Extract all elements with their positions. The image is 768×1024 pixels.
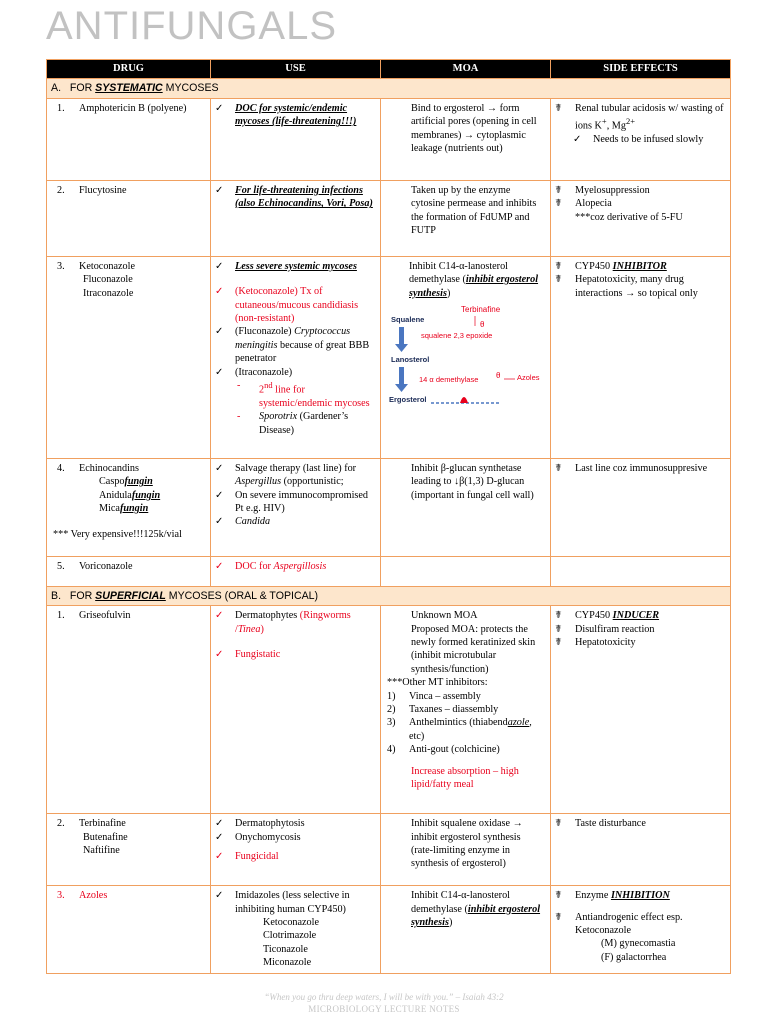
side-effect-text [575, 260, 726, 273]
use-part: because of great BBB penetrator [235, 339, 370, 365]
check-icon: ✓ [215, 831, 224, 843]
drug-name [51, 489, 206, 502]
moa-cell [381, 556, 551, 586]
side-effects-cell [551, 98, 731, 180]
use-part: (opportunistic; [281, 476, 344, 488]
drug-part: fungin [119, 503, 149, 515]
use-part: (Fluconazole) [235, 326, 295, 338]
use-text: Candida [235, 516, 271, 528]
check-icon: ✓ [215, 851, 224, 863]
side-effect-note: ***coz derivative of 5-FU [575, 211, 683, 223]
diagram-pore-shape [460, 397, 468, 403]
drug-name: Voriconazole [79, 560, 133, 572]
use-part: (Ringworms / [235, 610, 351, 635]
use-text: Imidazoles (less selective in inhibiting human CYP450) [235, 890, 350, 915]
diagram-demethylase-label: 14 α demethylase [419, 375, 479, 385]
drug-cell [47, 180, 211, 256]
side-effect-part: CYP450 [575, 610, 613, 622]
section-b-post: MYCOSES (ORAL & TOPICAL) [165, 589, 319, 602]
use-part: Aspergillus [235, 476, 282, 488]
diagram-azoles-label: Azoles [517, 373, 540, 383]
check-icon: ✓ [215, 489, 224, 501]
moa-cell [381, 606, 551, 814]
use-subitem: Ketoconazole [263, 917, 320, 929]
row-number: 4. [57, 462, 65, 474]
person-icon: ☤ [555, 184, 562, 196]
moa-part: ) [448, 917, 453, 929]
list-item: Anti-gout (colchicine) [409, 744, 500, 756]
row-number: 3. [57, 890, 65, 902]
side-effect-text: Hepatotoxicity, many drug interactions → so topical only [575, 274, 698, 299]
moa-text: Taken up by the enzyme cytosine permease and inhibits the formation of FdUMP and FUTP [411, 184, 537, 237]
diagram-arrow-2 [399, 367, 404, 385]
use-part: Cryptococcus meningitis [235, 326, 351, 351]
list-item: Taxanes – diassembly [409, 704, 499, 716]
drug-cell [47, 256, 211, 458]
side-effects-cell [551, 256, 731, 458]
drug-name: Griseofulvin [79, 610, 131, 622]
moa-part: ) [446, 287, 451, 299]
side-effects-cell [551, 556, 731, 586]
ergosterol-pathway-diagram [387, 304, 549, 412]
side-effect-text: Last line coz immunosuppresive [575, 462, 708, 474]
side-effect-part: INDUCER [612, 610, 660, 622]
section-a-row [47, 79, 731, 98]
diagram-terbinafine-label: Terbinafine [461, 305, 501, 315]
superscript: 2+ [625, 116, 635, 127]
use-subitem: Ticonazole [263, 943, 308, 955]
use-text: Onychomycosis [235, 831, 301, 843]
moa-text [385, 889, 546, 929]
diagram-theta-2: θ [496, 371, 501, 381]
moa-text [387, 260, 546, 300]
list-number: 1) [387, 690, 396, 702]
use-text: (Ketoconazole) Tx of cutaneous/mucous candidiasis (non-resistant) [235, 286, 359, 325]
superscript: nd [264, 380, 273, 391]
drug-cell [47, 606, 211, 814]
list-item: Vinca – assembly [409, 690, 481, 702]
use-cell [211, 606, 381, 814]
header-drug: DRUG [47, 60, 211, 79]
drug-part: Mica [99, 503, 120, 515]
diagram-arrowhead-1 [395, 344, 408, 352]
drug-name: Itraconazole [83, 287, 134, 299]
moa-cell [381, 886, 551, 974]
moa-cell [381, 458, 551, 556]
diagram-theta-1: θ [480, 320, 485, 330]
list-item [409, 716, 546, 743]
diagram-ergosterol-label: Ergosterol [389, 395, 427, 405]
moa-cell [381, 256, 551, 458]
section-b-letter: B. [51, 589, 62, 602]
use-cell [211, 458, 381, 556]
header-row [47, 60, 731, 79]
table-row [47, 458, 731, 556]
use-part: ) [260, 623, 264, 635]
drug-cell [47, 458, 211, 556]
check-icon: ✓ [215, 102, 224, 114]
list-part: , etc) [409, 717, 532, 742]
list-number: 2) [387, 704, 396, 716]
person-icon: ☤ [555, 637, 562, 649]
side-effect-part: INHIBITION [610, 890, 670, 902]
check-icon: ✓ [215, 184, 224, 196]
moa-text: Increase absorption – high lipid/fatty meal [411, 765, 519, 791]
section-a-letter: A. [51, 82, 62, 95]
person-icon: ☤ [555, 911, 562, 923]
check-icon: ✓ [215, 260, 224, 272]
list-part: azole [507, 717, 530, 729]
drug-name: Terbinafine [79, 818, 126, 830]
moa-part: inhibit ergosterol synthesis [411, 903, 541, 929]
drug-name [51, 502, 206, 515]
footer-notes: MICROBIOLOGY LECTURE NOTES [308, 1004, 460, 1014]
use-part: line for systemic/endemic mycoses [259, 384, 370, 409]
use-part: Sporotrix [259, 411, 298, 423]
drug-cell [47, 886, 211, 974]
side-effects-cell [551, 886, 731, 974]
drug-name: Butenafine [83, 831, 128, 843]
use-part: Salvage therapy (last line) for [235, 462, 357, 474]
moa-text: Inhibit β-glucan synthetase leading to ↓β(1,3) D-glucan (important in fungal cell wall) [411, 462, 534, 501]
drug-name: Fluconazole [83, 274, 133, 286]
drug-part: fungin [131, 489, 161, 501]
check-icon: ✓ [215, 326, 224, 338]
use-part: DOC for [235, 560, 274, 572]
moa-text: Unknown MOA [411, 610, 478, 622]
side-effect-part: CYP450 [575, 260, 613, 272]
diagram-arrowhead-2 [395, 384, 408, 392]
side-effect-text: Disulfiram reaction [575, 623, 655, 635]
table-row [47, 98, 731, 180]
use-subitem: Clotrimazole [263, 930, 317, 942]
person-icon: ☤ [555, 462, 562, 474]
superscript: + [601, 116, 607, 127]
drug-name: Naftifine [83, 845, 120, 857]
use-text: DOC for systemic/endemic mycoses (life-threatening!!!) [235, 102, 357, 128]
use-text [235, 325, 376, 365]
person-icon: ☤ [555, 274, 562, 286]
use-subitem: Miconazole [263, 957, 312, 969]
table-row [47, 556, 731, 586]
person-icon: ☤ [555, 890, 562, 902]
person-icon: ☤ [555, 610, 562, 622]
drug-name: Ketoconazole [79, 260, 136, 272]
use-part: 2 [259, 384, 265, 396]
moa-text: Bind to ergosterol → form artificial pores (opening in cell membranes) → cytoplasmic leakage (nutrients out) [411, 102, 537, 155]
use-text: (Itraconazole) [235, 366, 293, 378]
use-text: Less severe systemic mycoses [235, 260, 357, 272]
check-icon: ✓ [215, 890, 224, 902]
drug-name: Amphotericin B (polyene) [79, 102, 187, 114]
row-number: 3. [57, 260, 65, 272]
diagram-arrow-1 [399, 327, 404, 345]
use-text: For life-threatening infections (also Echinocandins, Vori, Posa) [235, 184, 373, 210]
check-icon: ✓ [215, 560, 224, 572]
drug-part: Anidula [99, 489, 132, 501]
section-b-emphasis: SUPERFICIAL [95, 589, 166, 602]
use-cell [211, 180, 381, 256]
drug-name: Flucytosine [79, 184, 127, 196]
use-cell: ✓ Less severe systemic mycoses ✓ (Ketoconazole) Tx of cutaneous/mucous candidiasis (non-resistant) ✓ (Fluconazole) Cryptococcus meningitis because of great BBB penetrator ✓ (Itraconazole) - 2nd line for systemic/endemic mycoses - Sporotrix (Gardener’s Disease) [211, 256, 381, 458]
drug-note: *** Very expensive!!!125k/vial [53, 529, 182, 541]
header-side-effects: SIDE EFFECTS [551, 60, 731, 79]
person-icon: ☤ [555, 102, 562, 114]
side-effect-subitem: (M) gynecomastia [601, 938, 676, 950]
moa-text: ***Other MT inhibitors: [387, 677, 488, 689]
diagram-epoxide-label: squalene 2,3 epoxide [421, 331, 493, 341]
side-effects-cell [551, 458, 731, 556]
use-cell [211, 556, 381, 586]
list-number: 4) [387, 744, 396, 756]
section-b-title [47, 586, 731, 605]
drug-name: Echinocandins [79, 462, 139, 474]
section-a-pre: FOR [69, 82, 96, 95]
side-effect-part: Renal tubular acidosis w/ wasting of ions K [575, 102, 724, 132]
use-part: Dermatophytes [235, 610, 300, 622]
drug-name [51, 475, 206, 488]
check-icon: ✓ [215, 366, 224, 378]
moa-part: Inhibit C14-α-lanosterol demethylase ( [411, 890, 510, 915]
side-effect-text: Needs to be infused slowly [593, 134, 704, 146]
use-subitem [259, 379, 376, 410]
side-effect-text [575, 102, 726, 133]
row-number: 2. [57, 184, 65, 196]
side-effects-cell [551, 814, 731, 886]
use-part: Aspergillosis [273, 560, 327, 572]
use-text [235, 462, 376, 489]
drug-cell [47, 556, 211, 586]
check-icon: ✓ [215, 286, 224, 298]
moa-part: Inhibit C14-α-lanosterol demethylase ( [409, 260, 508, 286]
use-text: Fungistatic [235, 649, 281, 661]
use-cell [211, 886, 381, 974]
check-icon: ✓ [215, 818, 224, 830]
check-icon: ✓ [215, 516, 224, 528]
moa-part: inhibit ergosterol synthesis [409, 274, 539, 299]
row-number: 5. [57, 560, 65, 572]
side-effects-cell [551, 606, 731, 814]
side-effect-text: Taste disturbance [575, 818, 646, 830]
use-cell [211, 814, 381, 886]
drug-cell [47, 98, 211, 180]
check-icon: ✓ [573, 134, 582, 146]
use-text [235, 560, 376, 573]
moa-cell [381, 814, 551, 886]
header-use: USE [211, 60, 381, 79]
list-part: Anthelmintics (thiabend [409, 717, 508, 729]
table-row [47, 606, 731, 814]
header-moa: MOA [381, 60, 551, 79]
side-effect-text: Myelosuppression [575, 184, 650, 196]
side-effect-text: Alopecia [575, 198, 612, 210]
side-effect-text [575, 609, 726, 622]
list-number: 3) [387, 717, 396, 729]
moa-cell [381, 98, 551, 180]
moa-text: Proposed MOA: protects the newly formed keratinized skin (inhibit microtubular synthesis/function) [411, 623, 536, 675]
drug-part: Caspo [99, 476, 125, 488]
section-b-pre: FOR [69, 589, 96, 602]
footer-quote: “When you go thru deep waters, I will be with you.” – Isaiah 43:2 [264, 992, 504, 1002]
use-text: On severe immunocompromised Pt e.g. HIV) [235, 489, 368, 515]
section-b-row [47, 586, 731, 605]
side-effect-text: Antiandrogenic effect esp. Ketoconazole [575, 911, 683, 937]
use-part: (Gardener’s Disease) [259, 411, 349, 436]
person-icon: ☤ [555, 623, 562, 635]
table-row [47, 814, 731, 886]
table-row [47, 886, 731, 974]
person-icon: ☤ [555, 198, 562, 210]
side-effect-part: , Mg [606, 120, 626, 132]
side-effect-text [575, 889, 726, 902]
table-row [47, 256, 731, 458]
drug-part: fungin [124, 476, 153, 488]
use-cell [211, 98, 381, 180]
person-icon: ☤ [555, 260, 562, 272]
check-icon: ✓ [215, 610, 224, 622]
use-part: Tinea [237, 623, 261, 635]
section-a-title [47, 79, 731, 98]
row-number: 2. [57, 818, 65, 830]
section-a-emphasis: SYSTEMATIC [95, 82, 163, 95]
side-effects-cell [551, 180, 731, 256]
use-subitem [259, 410, 376, 437]
row-number: 1. [57, 102, 65, 114]
check-icon: ✓ [215, 462, 224, 474]
drug-cell [47, 814, 211, 886]
use-text: Dermatophytosis [235, 818, 305, 830]
section-a-post: MYCOSES [162, 82, 219, 95]
drug-name: Azoles [79, 890, 108, 902]
use-text [235, 609, 376, 636]
antifungal-table [46, 59, 731, 974]
row-number: 1. [57, 610, 65, 622]
use-text: Fungicidal [235, 851, 279, 863]
side-effect-part: INHIBITOR [612, 260, 667, 272]
page-title: ANTIFUNGALS [46, 4, 338, 48]
moa-cell [381, 180, 551, 256]
diagram-lanosterol-label: Lanosterol [391, 355, 430, 365]
check-icon: ✓ [215, 649, 224, 661]
moa-text: Inhibit squalene oxidase → inhibit ergosterol synthesis (rate-limiting enzyme in synthesis of ergosterol) [411, 818, 523, 870]
person-icon: ☤ [555, 818, 562, 830]
side-effect-text: Hepatotoxicity [575, 637, 636, 649]
side-effect-part: Enzyme [575, 890, 611, 902]
side-effect-subitem: (F) galactorrhea [601, 951, 667, 963]
table-row [47, 180, 731, 256]
diagram-squalene-label: Squalene [391, 315, 425, 325]
